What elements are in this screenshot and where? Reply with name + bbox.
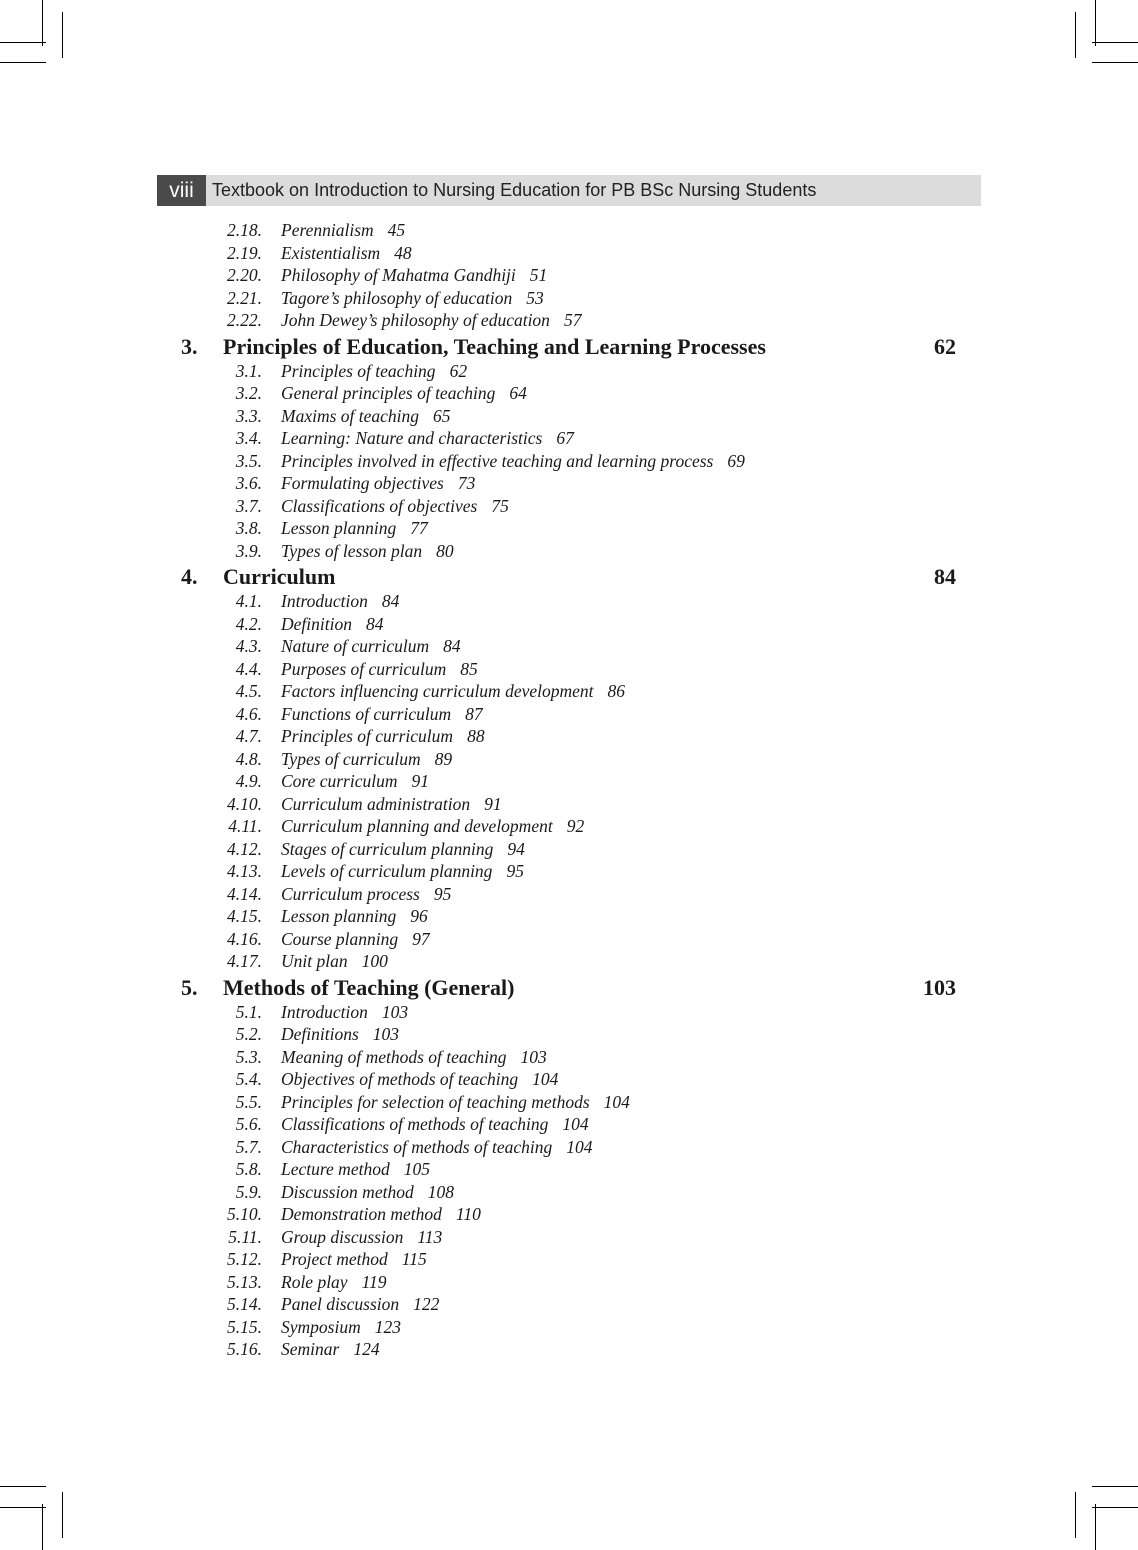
section-number: 4.2.: [235, 613, 262, 634]
section-number: 2.20.: [227, 265, 262, 285]
section-number: 2.19.: [227, 242, 262, 263]
section-title: Types of lesson plan: [281, 540, 423, 561]
section-page-number: 122: [413, 1294, 440, 1314]
section-page-number: 104: [603, 1091, 630, 1112]
section-title: Symposium: [281, 1316, 361, 1337]
toc-section-row: [0, 1203, 1138, 1226]
section-page-number: 48: [394, 242, 412, 263]
crop-mark: [42, 1504, 43, 1550]
section-number: 5.14.: [227, 1294, 262, 1314]
toc-section-row: [0, 838, 1138, 861]
section-number: 5.16.: [227, 1339, 262, 1359]
section-entry: [281, 242, 412, 265]
toc-section-row: [0, 613, 1138, 636]
section-entry: [281, 1203, 481, 1226]
section-title: Panel discussion: [281, 1294, 400, 1314]
section-entry: [281, 1226, 442, 1249]
section-page-number: 77: [410, 518, 428, 538]
toc-section-row: [0, 815, 1138, 838]
toc-section-row: [0, 590, 1138, 613]
section-page-number: 84: [365, 613, 384, 634]
section-number: 4.3.: [235, 636, 262, 656]
toc-section-row: [0, 725, 1138, 748]
section-title: Meaning of methods of teaching: [281, 1046, 507, 1067]
section-entry: [281, 815, 584, 838]
section-title: Lesson planning: [281, 518, 397, 538]
section-page-number: 94: [507, 838, 525, 859]
crop-mark: [0, 62, 46, 63]
toc-section-row: [0, 360, 1138, 383]
section-title: Core curriculum: [281, 771, 398, 791]
toc-section-row: [0, 770, 1138, 793]
section-title: Stages of curriculum planning: [281, 838, 494, 859]
section-title: Unit plan: [281, 951, 348, 971]
section-entry: [281, 838, 525, 861]
section-title: Learning: Nature and characteristics: [281, 428, 543, 448]
section-number: 4.7.: [235, 726, 262, 746]
toc-section-row: [0, 1001, 1138, 1024]
toc-section-row: [0, 1338, 1138, 1361]
section-page-number: 45: [387, 220, 406, 240]
toc-section-row: [0, 242, 1138, 265]
section-page-number: 69: [727, 450, 745, 471]
section-page-number: 75: [491, 495, 509, 516]
toc-section-row: [0, 1136, 1138, 1159]
section-entry: [281, 860, 524, 883]
section-page-number: 119: [361, 1271, 387, 1292]
section-page-number: 64: [509, 383, 527, 403]
section-number: 2.22.: [227, 310, 262, 330]
section-page-number: 65: [433, 405, 451, 426]
toc-section-row: [0, 635, 1138, 658]
toc-section-row: [0, 1316, 1138, 1339]
section-title: Characteristics of methods of teaching: [281, 1136, 553, 1157]
section-number: 3.2.: [235, 383, 262, 403]
crop-mark: [1075, 1492, 1076, 1538]
section-entry: [281, 590, 399, 613]
section-page-number: 96: [410, 906, 428, 926]
toc-section-row: [0, 405, 1138, 428]
section-title: Principles for selection of teaching methods: [281, 1091, 590, 1112]
toc-section-row: [0, 1091, 1138, 1114]
toc-section-row: [0, 703, 1138, 726]
section-title: Discussion method: [281, 1181, 414, 1202]
section-page-number: 91: [484, 793, 502, 814]
section-title: Objectives of methods of teaching: [281, 1069, 519, 1089]
section-title: Curriculum process: [281, 883, 420, 904]
section-title: Nature of curriculum: [281, 636, 430, 656]
toc-section-row: [0, 658, 1138, 681]
section-entry: [281, 405, 451, 428]
section-title: John Dewey’s philosophy of education: [281, 310, 550, 330]
section-number: 3.3.: [235, 405, 262, 426]
crop-mark: [1092, 1486, 1138, 1487]
section-number: 5.9.: [235, 1181, 262, 1202]
section-title: Course planning: [281, 928, 399, 949]
section-entry: [281, 905, 428, 928]
section-number: 4.16.: [227, 928, 262, 949]
section-page-number: 88: [467, 726, 485, 746]
section-title: Levels of curriculum planning: [281, 861, 493, 881]
section-number: 4.4.: [235, 658, 262, 679]
crop-mark: [1092, 62, 1138, 63]
section-page-number: 104: [566, 1136, 593, 1157]
section-number: 5.3.: [235, 1046, 262, 1067]
section-title: Existentialism: [281, 242, 381, 263]
section-page-number: 84: [443, 636, 461, 656]
section-title: Lecture method: [281, 1159, 390, 1179]
section-number: 4.12.: [227, 838, 262, 859]
chapter-number: 5.: [181, 974, 198, 1000]
section-title: Types of curriculum: [281, 748, 421, 769]
section-number: 5.15.: [227, 1316, 262, 1337]
section-entry: [281, 495, 509, 518]
crop-mark: [0, 1486, 46, 1487]
section-title: Principles of curriculum: [281, 726, 454, 746]
section-entry: [281, 1001, 408, 1024]
section-entry: [281, 770, 429, 793]
crop-mark: [1092, 42, 1138, 43]
toc-section-row: [0, 928, 1138, 951]
section-title: Seminar: [281, 1339, 340, 1359]
section-number: 5.5.: [235, 1091, 262, 1112]
section-page-number: 95: [506, 861, 524, 881]
section-number: 4.8.: [235, 748, 262, 769]
section-entry: [281, 1293, 439, 1316]
section-entry: [281, 1046, 547, 1069]
toc-section-row: [0, 382, 1138, 405]
toc-section-row: [0, 1293, 1138, 1316]
section-entry: [281, 703, 483, 726]
section-page-number: 110: [455, 1204, 481, 1224]
section-entry: [281, 287, 544, 310]
section-page-number: 103: [520, 1046, 547, 1067]
section-entry: [281, 427, 574, 450]
crop-mark: [42, 0, 43, 46]
section-entry: [281, 725, 485, 748]
toc-chapter-row: [0, 564, 1138, 590]
toc-section-row: [0, 1068, 1138, 1091]
section-title: Group discussion: [281, 1226, 404, 1247]
section-number: 2.21.: [227, 287, 262, 308]
section-number: 4.6.: [235, 703, 262, 724]
section-entry: [281, 309, 581, 332]
crop-mark: [1095, 1504, 1096, 1550]
section-number: 3.4.: [235, 428, 262, 448]
toc-section-row: [0, 427, 1138, 450]
section-title: Classifications of objectives: [281, 495, 478, 516]
section-page-number: 115: [401, 1249, 427, 1269]
section-page-number: 97: [412, 928, 430, 949]
toc-section-row: [0, 450, 1138, 473]
section-title: Principles of teaching: [281, 360, 436, 381]
crop-mark: [1095, 0, 1096, 46]
toc-section-row: [0, 264, 1138, 287]
section-page-number: 104: [562, 1114, 589, 1134]
section-entry: [281, 264, 547, 287]
section-page-number: 113: [417, 1226, 443, 1247]
toc-section-row: [0, 793, 1138, 816]
section-entry: [281, 748, 452, 771]
toc-section-row: [0, 1271, 1138, 1294]
section-page-number: 124: [353, 1339, 380, 1359]
toc-section-row: [0, 950, 1138, 973]
section-title: Functions of curriculum: [281, 703, 452, 724]
section-number: 4.14.: [227, 883, 262, 904]
section-entry: [281, 1091, 630, 1114]
section-number: 4.13.: [227, 861, 262, 881]
section-number: 4.9.: [235, 771, 262, 791]
section-entry: [281, 1271, 387, 1294]
section-page-number: 86: [607, 681, 625, 701]
toc-section-row: [0, 1023, 1138, 1046]
toc-section-row: [0, 540, 1138, 563]
toc-section-row: [0, 905, 1138, 928]
section-number: 3.9.: [235, 540, 262, 561]
section-page-number: 87: [465, 703, 483, 724]
page-number: viii: [157, 175, 206, 206]
section-number: 5.10.: [227, 1204, 262, 1224]
section-number: 3.6.: [235, 473, 262, 493]
section-number: 4.15.: [227, 906, 262, 926]
section-page-number: 62: [449, 360, 468, 381]
section-entry: [281, 928, 430, 951]
toc-section-row: [0, 680, 1138, 703]
section-page-number: 104: [532, 1069, 559, 1089]
section-entry: [281, 382, 527, 405]
section-page-number: 108: [427, 1181, 454, 1202]
section-entry: [281, 540, 454, 563]
crop-mark: [62, 1492, 63, 1538]
chapter-page-number: 62: [934, 333, 956, 359]
section-entry: [281, 1181, 454, 1204]
chapter-title: Curriculum: [223, 564, 336, 589]
section-entry: [281, 360, 467, 383]
section-title: Factors influencing curriculum development: [281, 681, 594, 701]
section-title: Role play: [281, 1271, 348, 1292]
section-title: Introduction: [281, 1001, 368, 1022]
section-page-number: 80: [436, 540, 454, 561]
crop-mark: [0, 1507, 46, 1508]
toc-section-row: [0, 1046, 1138, 1069]
table-of-contents: [0, 219, 1138, 1361]
section-title: Maxims of teaching: [281, 405, 420, 426]
chapter-page-number: 103: [923, 974, 956, 1000]
section-entry: [281, 883, 451, 906]
section-entry: [281, 1316, 401, 1339]
section-entry: [281, 793, 502, 816]
section-title: Demonstration method: [281, 1204, 442, 1224]
section-page-number: 51: [529, 265, 548, 285]
crop-mark: [1075, 12, 1076, 58]
section-entry: [281, 635, 461, 658]
section-page-number: 57: [563, 310, 582, 330]
section-title: Introduction: [281, 591, 368, 611]
section-entry: [281, 1136, 592, 1159]
section-title: Definition: [281, 613, 352, 634]
section-number: 3.8.: [235, 518, 262, 538]
section-page-number: 100: [361, 951, 388, 971]
chapter-number: 4.: [181, 564, 198, 589]
toc-section-row: [0, 309, 1138, 332]
section-page-number: 73: [457, 473, 476, 493]
section-title: Definitions: [281, 1024, 359, 1044]
toc-section-row: [0, 219, 1138, 242]
section-title: Lesson planning: [281, 906, 397, 926]
section-title: Curriculum planning and development: [281, 816, 553, 836]
section-page-number: 84: [381, 591, 400, 611]
section-page-number: 103: [372, 1024, 400, 1044]
toc-chapter-row: [0, 975, 1138, 1001]
toc-section-row: [0, 472, 1138, 495]
section-entry: [281, 1113, 589, 1136]
book-title: Textbook on Introduction to Nursing Education for PB BSc Nursing Students: [212, 180, 817, 200]
section-entry: [281, 950, 388, 973]
toc-section-row: [0, 1113, 1138, 1136]
section-number: 5.1.: [235, 1001, 262, 1022]
section-page-number: 103: [381, 1001, 409, 1022]
toc-section-row: [0, 1248, 1138, 1271]
section-title: Perennialism: [281, 220, 374, 240]
toc-section-row: [0, 287, 1138, 310]
crop-mark: [1092, 1507, 1138, 1508]
running-header: [157, 175, 981, 206]
section-title: Tagore’s philosophy of education: [281, 287, 513, 308]
section-number: 4.1.: [235, 591, 262, 611]
section-entry: [281, 472, 475, 495]
section-number: 5.7.: [235, 1136, 262, 1157]
chapter-title: Principles of Education, Teaching and Learning Processes: [223, 333, 766, 359]
section-entry: [281, 1068, 558, 1091]
section-entry: [281, 658, 478, 681]
chapter-page-number: 84: [934, 564, 956, 589]
section-number: 2.18.: [227, 220, 262, 240]
section-number: 3.7.: [235, 495, 262, 516]
chapter-title: Methods of Teaching (General): [223, 974, 515, 1000]
section-entry: [281, 1338, 380, 1361]
section-page-number: 67: [556, 428, 574, 448]
section-entry: [281, 1158, 430, 1181]
section-number: 3.5.: [235, 450, 262, 471]
toc-section-row: [0, 748, 1138, 771]
section-entry: [281, 1023, 399, 1046]
section-entry: [281, 680, 625, 703]
section-page-number: 123: [374, 1316, 401, 1337]
section-entry: [281, 219, 405, 242]
section-title: Classifications of methods of teaching: [281, 1114, 549, 1134]
crop-mark: [62, 12, 63, 58]
toc-section-row: [0, 883, 1138, 906]
toc-section-row: [0, 495, 1138, 518]
section-page-number: 89: [434, 748, 453, 769]
section-number: 5.13.: [227, 1271, 262, 1292]
section-title: Formulating objectives: [281, 473, 444, 493]
section-number: 4.5.: [235, 681, 262, 701]
toc-section-row: [0, 1181, 1138, 1204]
section-page-number: 85: [460, 658, 478, 679]
section-number: 5.2.: [235, 1024, 262, 1044]
section-number: 4.11.: [228, 816, 262, 836]
section-page-number: 91: [411, 771, 429, 791]
section-page-number: 105: [403, 1159, 430, 1179]
chapter-number: 3.: [181, 333, 198, 359]
section-number: 5.12.: [227, 1249, 262, 1269]
toc-section-row: [0, 1158, 1138, 1181]
toc-section-row: [0, 1226, 1138, 1249]
section-title: Project method: [281, 1249, 388, 1269]
section-number: 5.8.: [235, 1159, 262, 1179]
section-title: Purposes of curriculum: [281, 658, 447, 679]
toc-section-row: [0, 517, 1138, 540]
section-entry: [281, 450, 745, 473]
section-title: Principles involved in effective teaching and learning process: [281, 450, 714, 471]
section-page-number: 95: [433, 883, 452, 904]
section-number: 5.6.: [235, 1114, 262, 1134]
toc-section-row: [0, 860, 1138, 883]
section-title: Curriculum administration: [281, 793, 471, 814]
section-number: 5.11.: [228, 1226, 262, 1247]
crop-mark: [0, 42, 46, 43]
section-page-number: 92: [566, 816, 585, 836]
section-number: 5.4.: [235, 1069, 262, 1089]
toc-chapter-row: [0, 334, 1138, 360]
section-number: 4.17.: [227, 951, 262, 971]
section-number: 4.10.: [227, 793, 262, 814]
section-entry: [281, 613, 383, 636]
section-title: General principles of teaching: [281, 383, 496, 403]
section-entry: [281, 1248, 427, 1271]
section-number: 3.1.: [235, 360, 262, 381]
section-entry: [281, 517, 428, 540]
section-page-number: 53: [526, 287, 544, 308]
section-title: Philosophy of Mahatma Gandhiji: [281, 265, 516, 285]
